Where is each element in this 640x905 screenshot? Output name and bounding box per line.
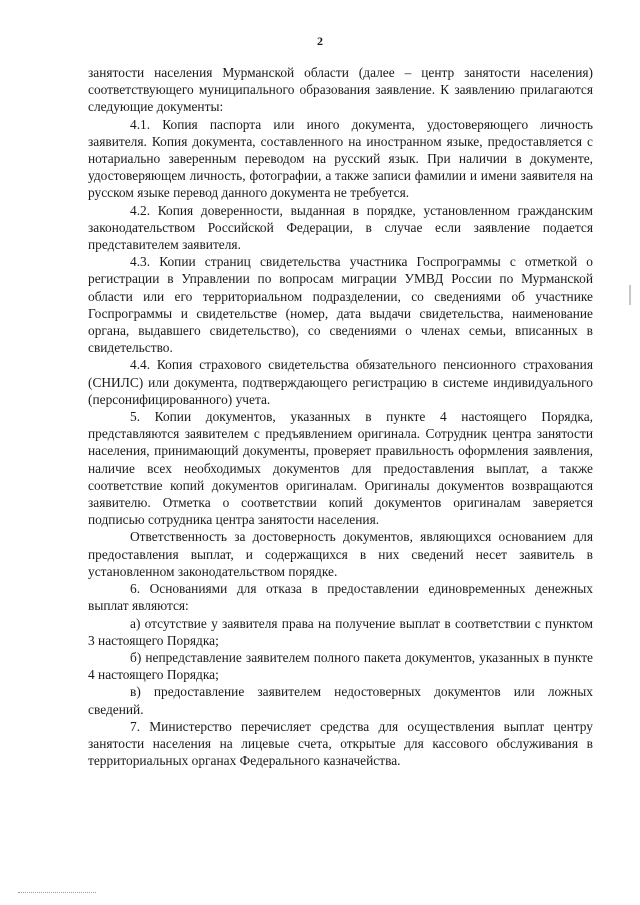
paragraph-continuation: занятости населения Мурманской области (далее – центр занятости населения) соответствующего муниципального образования заявление. К заявлению прилагаются следующие документы: (88, 65, 593, 115)
scan-footer-mark (18, 892, 96, 893)
paragraph-6: 6. Основаниями для отказа в предоставлении единовременных денежных выплат являются: (88, 581, 593, 614)
document-body (88, 64, 593, 769)
scan-margin-mark (629, 285, 631, 305)
paragraph-6-a: а) отсутствие у заявителя права на получение выплат в соответствии с пунктом 3 настоящего Порядка; (88, 615, 593, 648)
paragraph-6-v: в) предоставление заявителем недостоверных документов или ложных сведений. (88, 684, 593, 717)
paragraph-4-1: 4.1. Копия паспорта или иного документа, удостоверяющего личность заявителя. Копия документа, составленного на иностранном языке, предоставляется с нотариально заверенным переводом на русский язык. При наличии в документе, удостоверяющем личность, фотографии, а также записи фамилии и имени заявителя на русском языке перевод данного документа не требуется. (88, 116, 593, 201)
paragraph-responsibility: Ответственность за достоверность документов, являющихся основанием для предоставления выплат, и содержащихся в них сведений несет заявитель в установленном законодательством порядке. (88, 529, 593, 579)
paragraph-4-4: 4.4. Копия страхового свидетельства обязательного пенсионного страхования (СНИЛС) или документа, подтверждающего регистрацию в системе индивидуального (персонифицированного) учета. (88, 357, 593, 407)
paragraph-4-2: 4.2. Копия доверенности, выданная в порядке, установленном гражданским законодательством Российской Федерации, в случае если заявление подается представителем заявителя. (88, 202, 593, 253)
paragraph-7: 7. Министерство перечисляет средства для осуществления выплат центру занятости населения на лицевые счета, открытые для кассового обслуживания в территориальных органах Федерального казначейства. (88, 718, 593, 769)
paragraph-5: 5. Копии документов, указанных в пункте 4 настоящего Порядка, представляются заявителем с предъявлением оригинала. Сотрудник центра занятости населения, принимающий документы, проверяет правильность оформления заявления, наличие всех необходимых документов для предоставления выплат, а также соответствие копий документов оригиналам. Оригиналы документов возвращаются заявителю. Отметка о соответствии копий документов оригиналам заверяется подписью сотрудника центра занятости населения. (88, 409, 593, 528)
paragraph-6-b: б) непредставление заявителем полного пакета документов, указанных в пункте 4 настоящего Порядка; (88, 649, 593, 683)
page-number: 2 (317, 34, 323, 48)
paragraph-4-3: 4.3. Копии страниц свидетельства участника Госпрограммы с отметкой о регистрации в Управлении по вопросам миграции УМВД России по Мурманской области или его территориальном подразделении, со сведениями об участнике Госпрограммы и свидетельстве (номер, дата выдачи свидетельства, наименование органа, выдавшего свидетельство), со сведениями о членах семьи, вписанных в свидетельство. (88, 254, 593, 356)
